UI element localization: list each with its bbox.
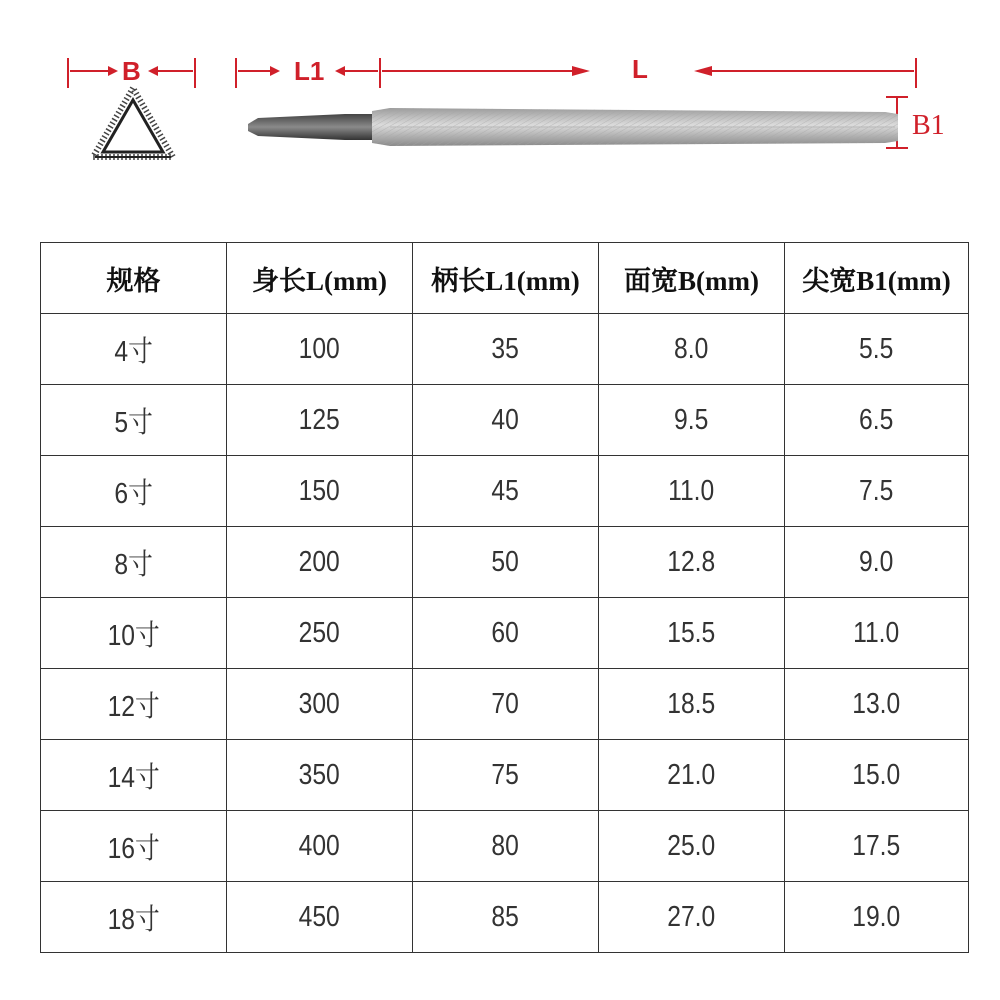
cell-text: 85 xyxy=(491,900,520,933)
cell-text: 9.0 xyxy=(859,545,894,578)
table-body xyxy=(41,314,969,953)
cell-spec xyxy=(41,456,227,527)
cell-text: 150 xyxy=(298,474,341,507)
cell-text: 13.0 xyxy=(852,687,901,720)
file-dimension-diagram xyxy=(0,0,1000,200)
cell-tang-length xyxy=(413,740,599,811)
cell-text: 50 xyxy=(491,545,520,578)
cell-text: 18.5 xyxy=(667,687,716,720)
table-row xyxy=(41,385,969,456)
table-row xyxy=(41,669,969,740)
cell-text: 40 xyxy=(491,403,520,436)
cell-text: 27.0 xyxy=(667,900,716,933)
cell-text: 6寸 xyxy=(114,477,153,510)
cell-text: 5.5 xyxy=(859,332,894,365)
cell-text: 8寸 xyxy=(114,548,153,581)
cell-text: 12寸 xyxy=(107,690,160,723)
cell-text: 16寸 xyxy=(107,832,160,865)
cell-tip-width xyxy=(785,882,969,953)
header-tip-width: 尖宽B1(mm) xyxy=(785,243,969,314)
table-row xyxy=(41,598,969,669)
cell-text: 200 xyxy=(298,545,341,578)
cell-text: 125 xyxy=(298,403,341,436)
table-row xyxy=(41,527,969,598)
cell-text: 6.5 xyxy=(859,403,894,436)
label-l: L xyxy=(632,54,648,84)
cell-text: 450 xyxy=(298,900,341,933)
header-face-width: 面宽B(mm) xyxy=(599,243,785,314)
cell-face-width xyxy=(599,811,785,882)
cell-text: 21.0 xyxy=(667,758,716,791)
cell-length xyxy=(227,740,413,811)
cell-tip-width xyxy=(785,811,969,882)
triangular-file-image xyxy=(248,108,898,146)
cell-length xyxy=(227,669,413,740)
cell-face-width xyxy=(599,740,785,811)
cell-tang-length xyxy=(413,385,599,456)
cell-tip-width xyxy=(785,598,969,669)
cell-face-width xyxy=(599,882,785,953)
cell-text: 12.8 xyxy=(667,545,716,578)
label-b1: B1 xyxy=(912,110,945,141)
cell-text: 10寸 xyxy=(107,619,160,652)
cell-text: 300 xyxy=(298,687,341,720)
cell-length xyxy=(227,811,413,882)
cell-text: 11.0 xyxy=(668,474,715,507)
cell-spec xyxy=(41,527,227,598)
cell-tip-width xyxy=(785,456,969,527)
table-row xyxy=(41,740,969,811)
cell-spec xyxy=(41,669,227,740)
cell-text: 11.0 xyxy=(853,616,900,649)
cell-spec xyxy=(41,385,227,456)
triangle-cross-section-icon xyxy=(93,88,173,157)
cell-spec xyxy=(41,740,227,811)
table-row xyxy=(41,456,969,527)
cell-text: 350 xyxy=(298,758,341,791)
label-l1: L1 xyxy=(294,56,325,86)
cell-text: 5寸 xyxy=(114,406,153,439)
cell-face-width xyxy=(599,314,785,385)
header-spec: 规格 xyxy=(41,243,227,314)
cell-tang-length xyxy=(413,811,599,882)
header-tang-length: 柄长L1(mm) xyxy=(413,243,599,314)
cell-length xyxy=(227,527,413,598)
cell-length xyxy=(227,456,413,527)
cell-length xyxy=(227,882,413,953)
label-b: B xyxy=(122,56,141,86)
cell-tang-length xyxy=(413,598,599,669)
cell-text: 250 xyxy=(298,616,341,649)
cell-text: 19.0 xyxy=(852,900,901,933)
cell-tip-width xyxy=(785,740,969,811)
cell-spec xyxy=(41,314,227,385)
cell-text: 45 xyxy=(491,474,520,507)
table-row xyxy=(41,882,969,953)
cell-length xyxy=(227,598,413,669)
table-row xyxy=(41,811,969,882)
cell-text: 15.5 xyxy=(667,616,716,649)
cell-text: 60 xyxy=(491,616,520,649)
cell-length xyxy=(227,314,413,385)
cell-text: 400 xyxy=(298,829,341,862)
dim-l xyxy=(382,54,916,88)
cell-text: 80 xyxy=(491,829,520,862)
cell-face-width xyxy=(599,598,785,669)
cell-text: 9.5 xyxy=(674,403,709,436)
table-row xyxy=(41,314,969,385)
cell-tang-length xyxy=(413,527,599,598)
cell-text: 14寸 xyxy=(107,761,160,794)
cell-spec xyxy=(41,598,227,669)
cell-text: 4寸 xyxy=(114,335,153,368)
cell-text: 75 xyxy=(491,758,520,791)
cell-spec xyxy=(41,882,227,953)
cell-tip-width xyxy=(785,385,969,456)
cell-text: 7.5 xyxy=(859,474,894,507)
cell-text: 15.0 xyxy=(852,758,901,791)
specification-table xyxy=(40,242,969,953)
cell-spec xyxy=(41,811,227,882)
cell-tang-length xyxy=(413,669,599,740)
cell-face-width xyxy=(599,385,785,456)
cell-text: 35 xyxy=(491,332,520,365)
cell-face-width xyxy=(599,669,785,740)
cell-tip-width xyxy=(785,527,969,598)
dimension-lines xyxy=(0,0,1000,200)
header-length: 身长L(mm) xyxy=(227,243,413,314)
cell-text: 18寸 xyxy=(107,903,160,936)
cell-tang-length xyxy=(413,314,599,385)
cell-length xyxy=(227,385,413,456)
table-header-row xyxy=(41,243,969,314)
cell-tang-length xyxy=(413,882,599,953)
cell-face-width xyxy=(599,456,785,527)
cell-face-width xyxy=(599,527,785,598)
cell-text: 25.0 xyxy=(667,829,716,862)
cell-tip-width xyxy=(785,669,969,740)
cell-text: 8.0 xyxy=(674,332,709,365)
cell-text: 70 xyxy=(491,687,520,720)
cell-tang-length xyxy=(413,456,599,527)
cell-text: 100 xyxy=(298,332,341,365)
cell-text: 17.5 xyxy=(852,829,901,862)
cell-tip-width xyxy=(785,314,969,385)
